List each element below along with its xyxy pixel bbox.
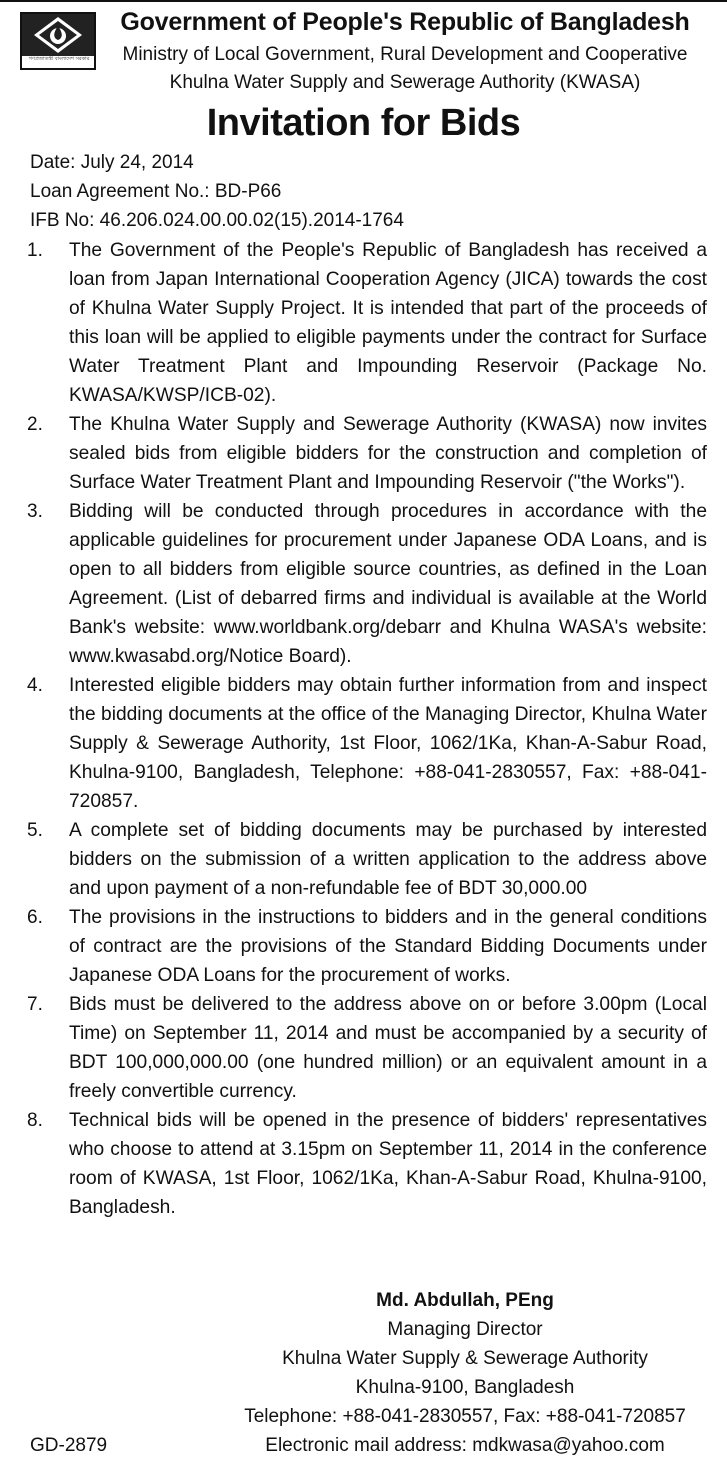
clause-text: Bids must be delivered to the address above on or before 3.00pm (Local Time) on September 11, 2014 and must be accompanied by a security of BDT 100,000,000.00 (one hundred million) or an equivalent amount in a freely convertible currency. bbox=[69, 994, 707, 1102]
signatory-name: Md. Abdullah, PEng bbox=[376, 1290, 554, 1311]
clause-text: Bidding will be conducted through procedures in accordance with the applicable guidelines for procurement under Japanese ODA Loans, and is open to all bidders from eligible source countries, as defined in the Loan Agreement. (List of debarred firms and individual is available at the World Bank's website: www.worldbank.org/debarr and Khulna WASA's website: www.kwasabd.org/Notice Board). bbox=[69, 501, 707, 667]
signatory-designation: Managing Director bbox=[387, 1319, 543, 1340]
authority-heading: Khulna Water Supply and Sewerage Authority (KWASA) bbox=[169, 72, 641, 93]
clause-item bbox=[27, 1106, 707, 1222]
loan-agreement-number: Loan Agreement No.: BD-P66 bbox=[30, 181, 282, 202]
clause-number: 2. bbox=[27, 414, 43, 435]
page-title: Invitation for Bids bbox=[206, 102, 521, 144]
clause-item bbox=[27, 497, 707, 671]
clause-number: 1. bbox=[27, 240, 43, 261]
signatory-contact: Telephone: +88-041-2830557, Fax: +88-041-720857 bbox=[244, 1406, 686, 1427]
clause-number: 8. bbox=[27, 1110, 43, 1131]
clause-number: 6. bbox=[27, 907, 43, 928]
clause-text: The Khulna Water Supply and Sewerage Authority (KWASA) now invites sealed bids from eligible bidders for the construction and completion of Surface Water Treatment Plant and Impounding Reservoir ("the Works"). bbox=[69, 414, 707, 493]
clause-text: The Government of the People's Republic of Bangladesh has received a loan from Japan International Cooperation Agency (JICA) towards the cost of Khulna Water Supply Project. It is intended that part of the proceeds of this loan will be applied to eligible payments under the contract for Surface Water Treatment Plant and Impounding Reservoir (Package No. KWASA/KWSP/ICB-02). bbox=[69, 240, 707, 406]
signatory-city: Khulna-9100, Bangladesh bbox=[355, 1377, 575, 1398]
seal-caption: গণপ্রজাতন্ত্রী বাংলাদেশ সরকার bbox=[28, 56, 90, 62]
clause-item bbox=[27, 236, 707, 410]
clause-item bbox=[27, 903, 707, 990]
clause-item bbox=[27, 816, 707, 903]
ifb-number: IFB No: 46.206.024.00.00.02(15).2014-1764 bbox=[30, 210, 404, 231]
clause-number: 5. bbox=[27, 820, 43, 841]
clause-item bbox=[27, 410, 707, 497]
ministry-heading: Ministry of Local Government, Rural Development and Cooperative bbox=[122, 44, 688, 65]
clause-text: Interested eligible bidders may obtain further information from and inspect the bidding documents at the office of the Managing Director, Khulna Water Supply & Sewerage Authority, 1st Floor, 1062/1Ka, Khan-A-Sabur Road, Khulna-9100, Bangladesh, Telephone: +88-041-2830557, Fax: +88-041-720857. bbox=[69, 675, 707, 812]
clause-item bbox=[27, 990, 707, 1106]
clause-text: A complete set of bidding documents may be purchased by interested bidders on the submission of a written application to the address above and upon payment of a non-refundable fee of BDT 30,000.00 bbox=[69, 820, 707, 899]
clause-list bbox=[27, 236, 707, 1222]
clause-text: Technical bids will be opened in the presence of bidders' representatives who choose to attend at 3.15pm on September 11, 2014 in the conference room of KWASA, 1st Floor, 1062/1Ka, Khan-A-Sabur Road, Khulna-9100, Bangladesh. bbox=[69, 1110, 707, 1218]
notice-date: Date: July 24, 2014 bbox=[30, 152, 194, 173]
signatory-email: Electronic mail address: mdkwasa@yahoo.com bbox=[265, 1435, 665, 1456]
top-rule bbox=[0, 0, 727, 2]
government-heading: Government of People's Republic of Bangladesh bbox=[120, 8, 690, 36]
clause-item bbox=[27, 671, 707, 816]
signatory-organization: Khulna Water Supply & Sewerage Authority bbox=[282, 1348, 648, 1369]
clause-number: 7. bbox=[27, 994, 43, 1015]
bangladesh-government-seal-icon bbox=[20, 12, 96, 70]
clause-number: 3. bbox=[27, 501, 43, 522]
gd-number: GD-2879 bbox=[30, 1435, 108, 1456]
clause-text: The provisions in the instructions to bidders and in the general conditions of contract are the provisions of the Standard Bidding Documents under Japanese ODA Loans for the procurement of works. bbox=[69, 907, 707, 986]
clause-number: 4. bbox=[27, 675, 43, 696]
